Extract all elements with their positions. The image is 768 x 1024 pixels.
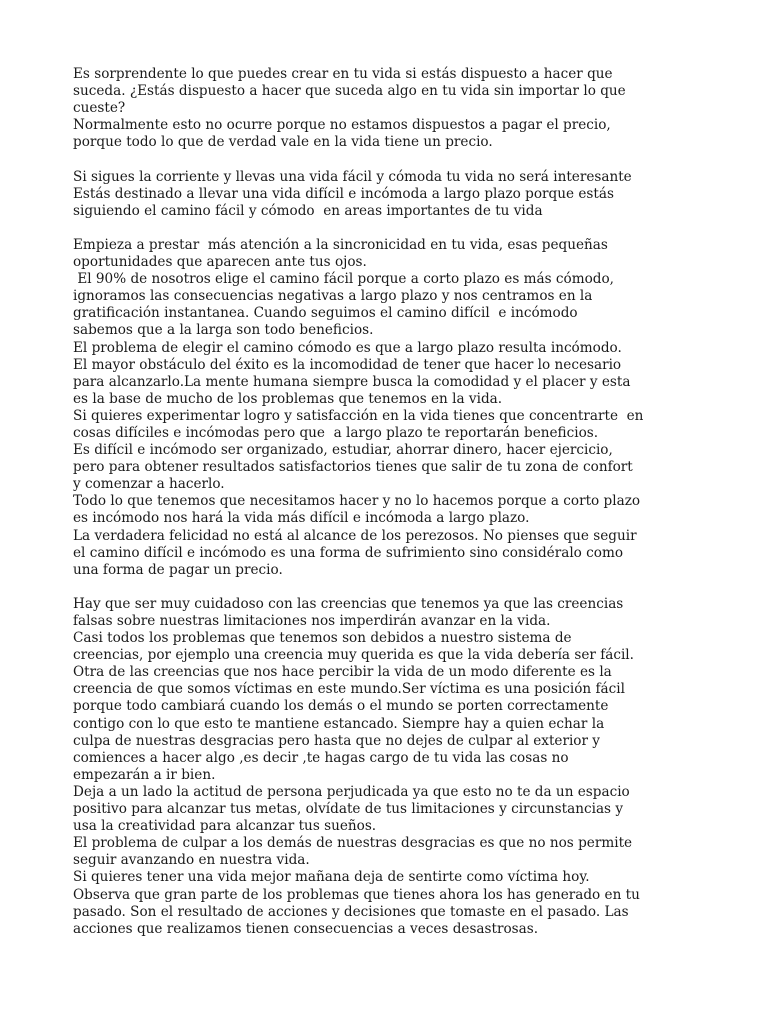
text-line: Si sigues la corriente y llevas una vida fácil y cómoda tu vida no será interesante [73,168,632,185]
text-line: pasado. Son el resultado de acciones y decisiones que tomaste en el pasado. Las [73,903,629,920]
text-line: comiences a hacer algo ,es decir ,te hagas cargo de tu vida las cosas no [73,749,569,766]
text-line: Normalmente esto no ocurre porque no estamos dispuestos a pagar el precio, [73,117,611,134]
text-line: Todo lo que tenemos que necesitamos hacer y no lo hacemos porque a corto plazo [73,493,641,510]
text-line: Es sorprendente lo que puedes crear en tu vida si estás dispuesto a hacer que [73,66,613,82]
text-line: cueste? [73,100,126,117]
paragraph-gap [73,579,713,596]
text-line: para alcanzarlo.La mente humana siempre busca la comodidad y el placer y esta [73,373,631,390]
text-line: creencias, por ejemplo una creencia muy querida es que la vida debería ser fácil. [73,647,634,664]
text-line: usa la creatividad para alcanzar tus sueños. [73,818,377,835]
text-line: falsas sobre nuestras limitaciones nos imperdirán avanzar en la vida. [73,613,551,629]
text-line: El problema de elegir el camino cómodo es que a largo plazo resulta incómodo. [73,339,622,356]
text-line: Deja a un lado la actitud de persona perjudicada ya que esto no te da un espacio [73,783,630,800]
text-line: y comenzar a hacerlo. [73,476,225,493]
text-line: seguir avanzando en nuestra vida. [73,852,310,869]
text-line: empezarán a ir bien. [73,766,216,783]
text-line: Estás destinado a llevar una vida difícil e incómoda a largo plazo porque estás [73,185,614,202]
text-line: es la base de mucho de los problemas que tenemos en la vida. [73,390,503,407]
text-line: es incómodo nos hará la vida más difícil e incómoda a largo plazo. [73,510,530,527]
document-page [73,66,713,938]
text-line: gratificación instantanea. Cuando seguimos el camino difícil e incómodo [73,305,578,322]
text-line: el camino difícil e incómodo es una forma de sufrimiento sino considéralo como [73,544,624,561]
text-line: Si quieres tener una vida mejor mañana deja de sentirte como víctima hoy. [73,869,590,886]
text-line: La verdadera felicidad no está al alcance de los perezosos. No pienses que seguir [73,527,637,544]
paragraph-3 [73,237,713,579]
text-line: Es difícil e incómodo ser organizado, estudiar, ahorrar dinero, hacer ejercicio, [73,442,613,459]
text-line: oportunidades que aparecen ante tus ojos. [73,254,367,271]
text-line: Si quieres experimentar logro y satisfacción en la vida tienes que concentrarte en [73,407,644,424]
text-line: culpa de nuestras desgracias pero hasta que no dejes de culpar al exterior y [73,732,600,749]
text-line: suceda. ¿Estás dispuesto a hacer que suceda algo en tu vida sin importar lo que [73,83,626,100]
text-line: contigo con lo que esto te mantiene estancado. Siempre hay a quien echar la [73,715,605,732]
text-line: creencia de que somos víctimas en este mundo.Ser víctima es una posición fácil [73,681,625,698]
text-line: Otra de las creencias que nos hace percibir la vida de un modo diferente es la [73,664,612,681]
text-line: El mayor obstáculo del éxito es la incomodidad de tener que hacer lo necesario [73,356,622,373]
text-line: positivo para alcanzar tus metas, olvídate de tus limitaciones y circunstancias y [73,801,624,818]
text-line: porque todo lo que de verdad vale en la vida tiene un precio. [73,134,493,151]
paragraph-4 [73,596,713,938]
text-line: Observa que gran parte de los problemas que tienes ahora los has generado en tu [73,886,640,903]
text-line: Hay que ser muy cuidadoso con las creencias que tenemos ya que las creencias [73,595,624,612]
text-line: pero para obtener resultados satisfactorios tienes que salir de tu zona de confort [73,459,633,476]
text-line: acciones que realizamos tienen consecuencias a veces desastrosas. [73,920,539,937]
text-line: sabemos que a la larga son todo beneficios. [73,322,374,339]
text-line: una forma de pagar un precio. [73,561,283,578]
text-line: ignoramos las consecuencias negativas a largo plazo y nos centramos en la [73,288,593,305]
paragraph-2 [73,169,713,220]
paragraph-gap [73,151,713,168]
text-line: El problema de culpar a los demás de nuestras desgracias es que no nos permite [73,835,633,852]
paragraph-gap [73,220,713,237]
text-line: porque todo cambiará cuando los demás o el mundo se porten correctamente [73,698,609,715]
text-line: cosas difíciles e incómodas pero que a largo plazo te reportarán beneficios. [73,424,599,441]
text-line: Empieza a prestar más atención a la sincronicidad en tu vida, esas pequeñas [73,236,608,253]
paragraph-1 [73,66,713,151]
text-line: El 90% de nosotros elige el camino fácil porque a corto plazo es más cómodo, [73,271,614,288]
text-line: Casi todos los problemas que tenemos son debidos a nuestro sistema de [73,630,572,647]
text-line: siguiendo el camino fácil y cómodo en areas importantes de tu vida [73,202,543,219]
